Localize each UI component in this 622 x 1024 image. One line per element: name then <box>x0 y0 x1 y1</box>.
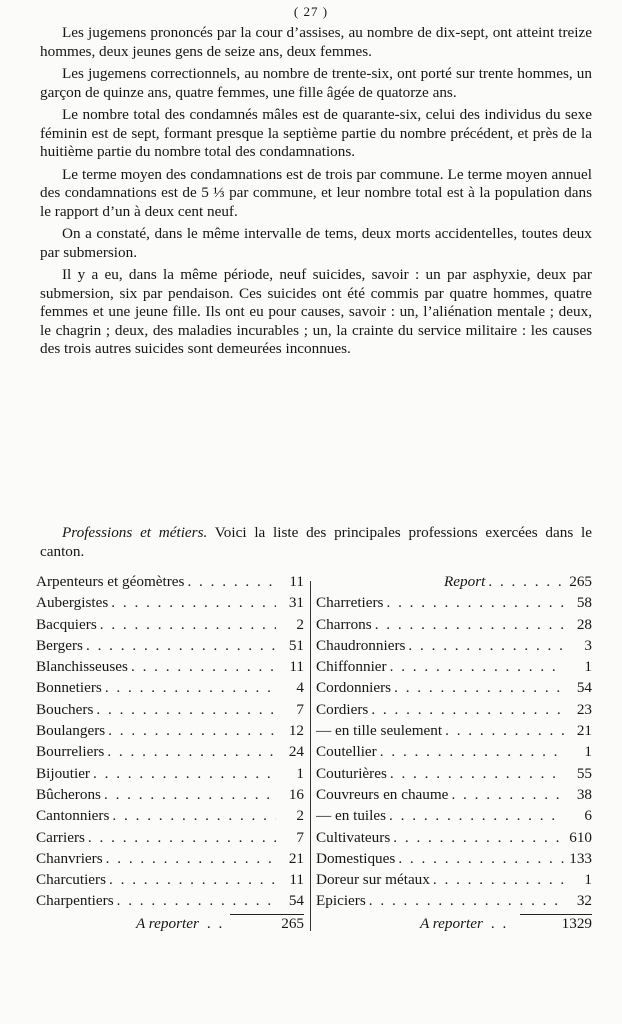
paragraph-terme-moyen: Le terme moyen des condamnations est de trois par commune. Le terme moyen annuel des condamnations est de 5 ⅓ par commune, et leur nombre total est à la population dans le rapport d’un à deux cent neuf. <box>40 165 592 220</box>
profession-row <box>316 679 592 700</box>
dot-leader <box>394 679 564 697</box>
profession-count: 1 <box>584 743 592 761</box>
profession-count: 16 <box>288 785 304 803</box>
dot-leader <box>393 829 564 847</box>
profession-label: Cordonniers <box>316 679 392 697</box>
profession-count: 32 <box>576 892 592 910</box>
profession-label: Cultivateurs <box>316 828 391 846</box>
dot-leader <box>117 892 276 910</box>
report-label: Report <box>444 573 486 590</box>
profession-label: — en tuiles <box>316 807 387 825</box>
profession-row <box>36 743 304 764</box>
dot-leader: . . <box>490 914 509 932</box>
profession-count: 23 <box>576 700 592 718</box>
total-label: A reporter <box>136 914 199 932</box>
profession-count: 2 <box>296 615 304 633</box>
total-row <box>316 915 592 937</box>
page-number: ( 27 ) <box>293 4 329 19</box>
dot-leader <box>371 701 564 719</box>
dot-leader <box>107 743 276 761</box>
dot-leader <box>390 658 564 676</box>
total-value: 265 <box>281 914 304 932</box>
paragraph-morts-accidentelles: On a constaté, dans le même intervalle de tems, deux morts accidentelles, toutes deux par submersion. <box>40 225 592 261</box>
dot-leader <box>380 743 564 761</box>
dot-leader: . . <box>206 914 225 932</box>
profession-label: Domestiques <box>316 849 396 867</box>
profession-count: 1 <box>584 871 592 889</box>
profession-label: — en tille seulement <box>316 722 443 740</box>
profession-row <box>316 892 592 913</box>
paragraph-suicides: Il y a eu, dans la même période, neuf suicides, savoir : un par asphyxie, deux par submersion, six par pendaison. Ces suicides ont été commis par quatre hommes, quatre femmes et une jeune fille. Ils ont eu pour causes, savoir : un, l’aliénation mentale ; deux, le chagrin ; deux, des maladies incurables ; un, la crainte du service militaire : les causes des trois autres suicides sont demeurées inconnues. <box>40 266 592 357</box>
dot-leader <box>105 679 276 697</box>
profession-row <box>36 829 304 850</box>
profession-label: Bacquiers <box>36 615 97 633</box>
profession-row <box>36 892 304 913</box>
dot-leader <box>100 616 276 634</box>
profession-count: 24 <box>288 743 304 761</box>
profession-label: Doreur sur métaux <box>316 871 430 889</box>
profession-row <box>316 701 592 722</box>
profession-label: Cantonniers <box>36 807 110 825</box>
profession-label: Couturières <box>316 764 387 782</box>
profession-row <box>316 850 592 871</box>
dot-leader <box>88 829 276 847</box>
total-row <box>36 915 304 937</box>
profession-label: Charcutiers <box>36 871 107 889</box>
profession-count: 6 <box>584 807 592 825</box>
profession-label: Coutellier <box>316 743 377 761</box>
dot-leader <box>96 701 276 719</box>
profession-label: Arpenteurs et géomètres <box>36 573 185 590</box>
profession-label: Chiffonnier <box>316 658 387 676</box>
profession-row <box>316 807 592 828</box>
profession-count: 2 <box>296 807 304 825</box>
dot-leader <box>488 573 564 591</box>
profession-count: 11 <box>289 658 304 676</box>
profession-count: 21 <box>288 849 304 867</box>
profession-row <box>316 637 592 658</box>
dot-leader <box>369 892 564 910</box>
profession-count: 12 <box>288 722 304 740</box>
profession-label: Bergers <box>36 636 83 654</box>
profession-count: 7 <box>296 700 304 718</box>
profession-row <box>316 658 592 679</box>
profession-count: 610 <box>569 828 592 846</box>
dot-leader <box>108 722 276 740</box>
profession-label: Couvreurs en chaume <box>316 785 449 803</box>
profession-label: Boulangers <box>36 722 106 740</box>
profession-row <box>36 679 304 700</box>
total-value: 1329 <box>561 914 592 932</box>
total-label: A reporter <box>420 914 483 932</box>
profession-row <box>316 743 592 764</box>
profession-row <box>36 637 304 658</box>
dot-leader <box>389 807 564 825</box>
profession-row <box>36 573 304 594</box>
section-heading: Professions et métiers. <box>62 524 208 541</box>
dot-leader <box>86 637 276 655</box>
profession-label: Epiciers <box>316 892 366 910</box>
profession-count: 4 <box>296 679 304 697</box>
profession-label: Cordiers <box>316 700 369 718</box>
profession-row <box>36 616 304 637</box>
profession-row <box>316 786 592 807</box>
profession-count: 31 <box>288 594 304 612</box>
profession-count: 7 <box>296 828 304 846</box>
section-intro-text: Voici la liste des principales professions exercées dans le canton. <box>40 524 592 560</box>
dot-leader <box>109 871 276 889</box>
profession-count: 55 <box>576 764 592 782</box>
profession-row <box>36 658 304 679</box>
profession-count: 51 <box>288 636 304 654</box>
profession-row <box>316 722 592 743</box>
paragraph-correctionnels: Les jugemens correctionnels, au nombre de trente-six, ont porté sur trente hommes, un garçon de quinze ans, quatre femmes, une fille âgée de quatorze ans. <box>40 65 592 101</box>
profession-label: Bourreliers <box>36 743 105 761</box>
profession-row <box>316 829 592 850</box>
profession-row <box>36 871 304 892</box>
dot-leader <box>111 594 276 612</box>
profession-row <box>36 701 304 722</box>
profession-count: 1 <box>296 764 304 782</box>
dot-leader <box>451 786 564 804</box>
profession-count: 54 <box>288 892 304 910</box>
profession-count: 28 <box>576 615 592 633</box>
profession-row <box>316 616 592 637</box>
column-divider <box>310 581 311 931</box>
profession-label: Charpentiers <box>36 892 114 910</box>
dot-leader <box>386 594 564 612</box>
profession-count: 38 <box>576 785 592 803</box>
profession-row <box>36 786 304 807</box>
paragraph-assises: Les jugemens prononcés par la cour d’assises, au nombre de dix-sept, ont atteint treize hommes, deux jeunes gens de seize ans, deux femmes. <box>40 24 592 60</box>
profession-label: Aubergistes <box>36 594 109 612</box>
dot-leader <box>433 871 564 889</box>
profession-label: Bouchers <box>36 700 94 718</box>
dot-leader <box>106 850 276 868</box>
body-text <box>40 24 592 363</box>
dot-leader <box>187 573 276 591</box>
profession-label: Carriers <box>36 828 85 846</box>
profession-count: 58 <box>576 594 592 612</box>
professions-column-left <box>36 573 304 937</box>
dot-leader <box>375 616 564 634</box>
profession-row <box>36 765 304 786</box>
report-row <box>316 573 592 594</box>
profession-row <box>316 594 592 615</box>
profession-label: Chaudronniers <box>316 636 406 654</box>
dot-leader <box>445 722 564 740</box>
profession-row <box>36 807 304 828</box>
profession-count: 11 <box>289 573 304 590</box>
dot-leader <box>93 765 276 783</box>
report-value: 265 <box>569 573 592 590</box>
profession-count: 21 <box>576 722 592 740</box>
profession-label: Blanchisseuses <box>36 658 128 676</box>
profession-count: 54 <box>576 679 592 697</box>
profession-label: Charretiers <box>316 594 384 612</box>
profession-row <box>36 594 304 615</box>
dot-leader <box>408 637 564 655</box>
dot-leader <box>112 807 276 825</box>
profession-count: 11 <box>289 871 304 889</box>
profession-count: 1 <box>584 658 592 676</box>
professions-column-right <box>316 573 592 937</box>
profession-count: 133 <box>569 849 592 867</box>
profession-row <box>316 871 592 892</box>
profession-row <box>316 765 592 786</box>
profession-label: Bonnetiers <box>36 679 102 697</box>
profession-row <box>36 850 304 871</box>
paragraph-total-condamnes: Le nombre total des condamnés mâles est de quarante-six, celui des individus du sexe féminin est de sept, formant presque la septième partie du nombre précédent, et près de la huitième partie du nombre total des condamnations. <box>40 106 592 160</box>
profession-label: Chanvriers <box>36 849 103 867</box>
dot-leader <box>390 765 564 783</box>
profession-count: 3 <box>584 636 592 654</box>
dot-leader <box>398 850 564 868</box>
profession-label: Bijoutier <box>36 764 90 782</box>
professions-intro <box>40 524 592 561</box>
dot-leader <box>104 786 276 804</box>
profession-label: Charrons <box>316 615 372 633</box>
profession-label: Bûcherons <box>36 785 101 803</box>
profession-row <box>36 722 304 743</box>
dot-leader <box>131 658 276 676</box>
